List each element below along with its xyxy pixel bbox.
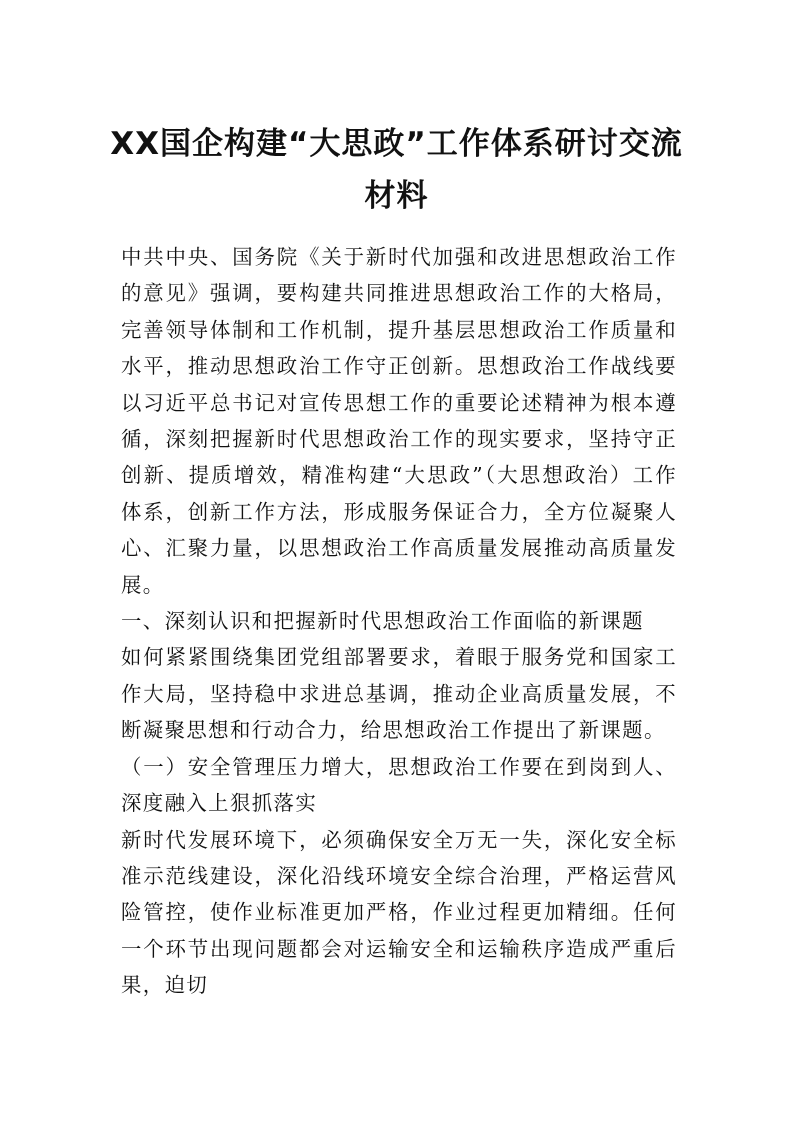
- section-heading-1: 一、深刻认识和把握新时代思想政治工作面临的新课题: [121, 609, 644, 634]
- document-title: XX国企构建“大思政”工作体系研讨交流材料: [110, 126, 683, 214]
- document-body: [121, 239, 677, 1004]
- subsection-1-paragraph: 新时代发展环境下，必须确保安全万无一失，深化安全标准示范线建设，深化沿线环境安全综合治理，严格运营风险管控，使作业标准更加严格，作业过程更加精细。任何一个环节出现问题都会对运输安全和运输秩序造成严重后果，迫切: [121, 827, 677, 998]
- section-1-paragraph: 如何紧紧围绕集团党组部署要求，着眼于服务党和国家工作大局，坚持稳中求进总基调，推动企业高质量发展，不断凝聚思想和行动合力，给思想政治工作提出了新课题。: [121, 645, 677, 743]
- subsection-heading-1: （一）安全管理压力增大，思想政治工作要在到岗到人、深度融入上狠抓落实: [121, 754, 677, 816]
- intro-paragraph: 中共中央、国务院《关于新时代加强和改进思想政治工作的意见》强调，要构建共同推进思想政治工作的大格局，完善领导体制和工作机制，提升基层思想政治工作质量和水平，推动思想政治工作守正创新。思想政治工作战线要以习近平总书记对宣传思想工作的重要论述精神为根本遵循，深刻把握新时代思想政治工作的现实要求，坚持守正创新、提质增效，精准构建“大思政”（大思想政治）工作体系，创新工作方法，形成服务保证合力，全方位凝聚人心、汇聚力量，以思想政治工作高质量发展推动高质量发展。: [121, 245, 677, 597]
